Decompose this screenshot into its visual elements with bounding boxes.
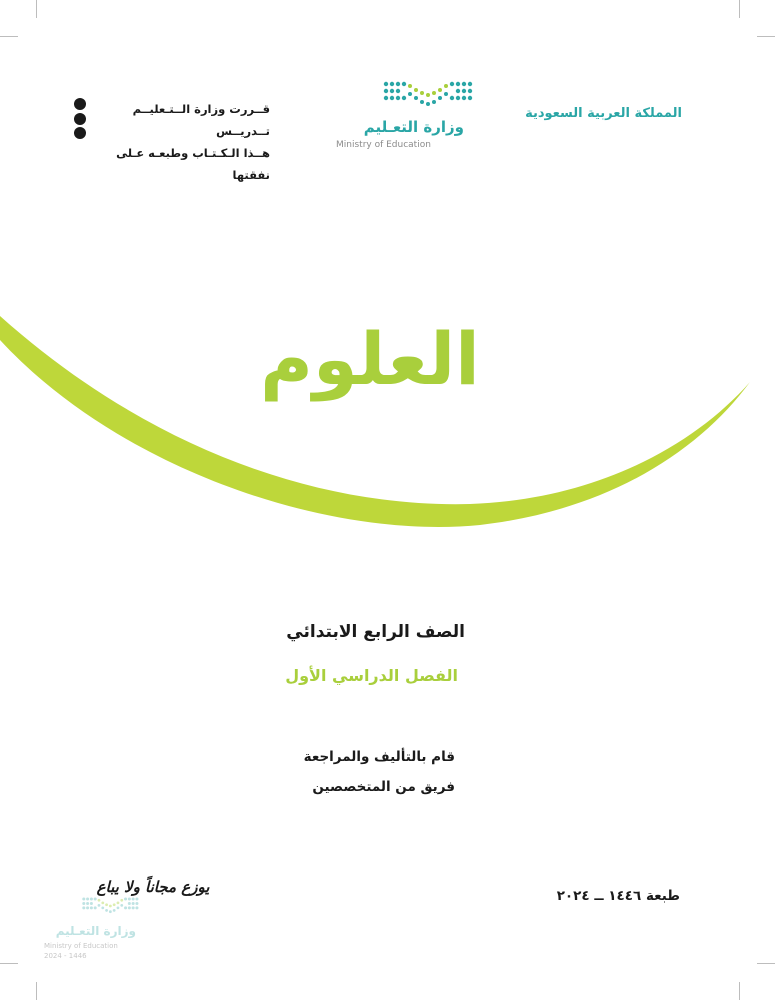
kingdom-label: المملكة العربية السعودية <box>525 106 682 121</box>
decree-line-2: هــذا الـكـتـاب وطبعـه عـلى نفقتها <box>116 146 270 182</box>
footer-ministry-name-ar: وزارة التعـليم <box>55 924 136 938</box>
ministry-dots-logo-icon <box>80 896 142 916</box>
crop-mark-left-bottom <box>0 963 18 964</box>
free-distribution-label: يوزع مجاناً ولا يباع <box>96 878 210 896</box>
ministry-name-ar: وزارة التعـليم <box>363 118 464 136</box>
crop-mark-top-left <box>36 0 37 18</box>
crop-mark-right-top <box>757 36 775 37</box>
crop-mark-bottom-left <box>36 982 37 1000</box>
crop-mark-right-bottom <box>757 963 775 964</box>
ministry-dots-logo-icon <box>380 80 478 110</box>
credits-line-2: فريق من المتخصصين <box>312 779 455 795</box>
credits-line-1: قام بالتأليف والمراجعة <box>303 749 455 765</box>
crop-mark-top-right <box>739 0 740 18</box>
edition-label: طبعة ١٤٤٦ ــ ٢٠٢٤ <box>556 888 680 904</box>
crop-mark-bottom-right <box>739 982 740 1000</box>
semester-label: الفصل الدراسي الأول <box>285 666 458 685</box>
credits <box>250 742 455 802</box>
decree-line-1: قــررت وزارة الــتـعليــم تــدريــس <box>132 102 270 138</box>
footer-year-range: 2024 - 1446 <box>44 952 87 960</box>
footer-ministry-logo <box>44 896 154 966</box>
footer-ministry-name-en: Ministry of Education <box>44 942 118 950</box>
crop-mark-left-top <box>0 36 18 37</box>
grade-label: الصف الرابع الابتدائي <box>286 622 465 642</box>
book-title: العلوم <box>260 317 480 401</box>
ministry-logo <box>332 80 482 152</box>
ministry-name-en: Ministry of Education <box>336 140 431 150</box>
bullet-dots-icon <box>74 98 86 142</box>
decree-text <box>98 98 270 186</box>
